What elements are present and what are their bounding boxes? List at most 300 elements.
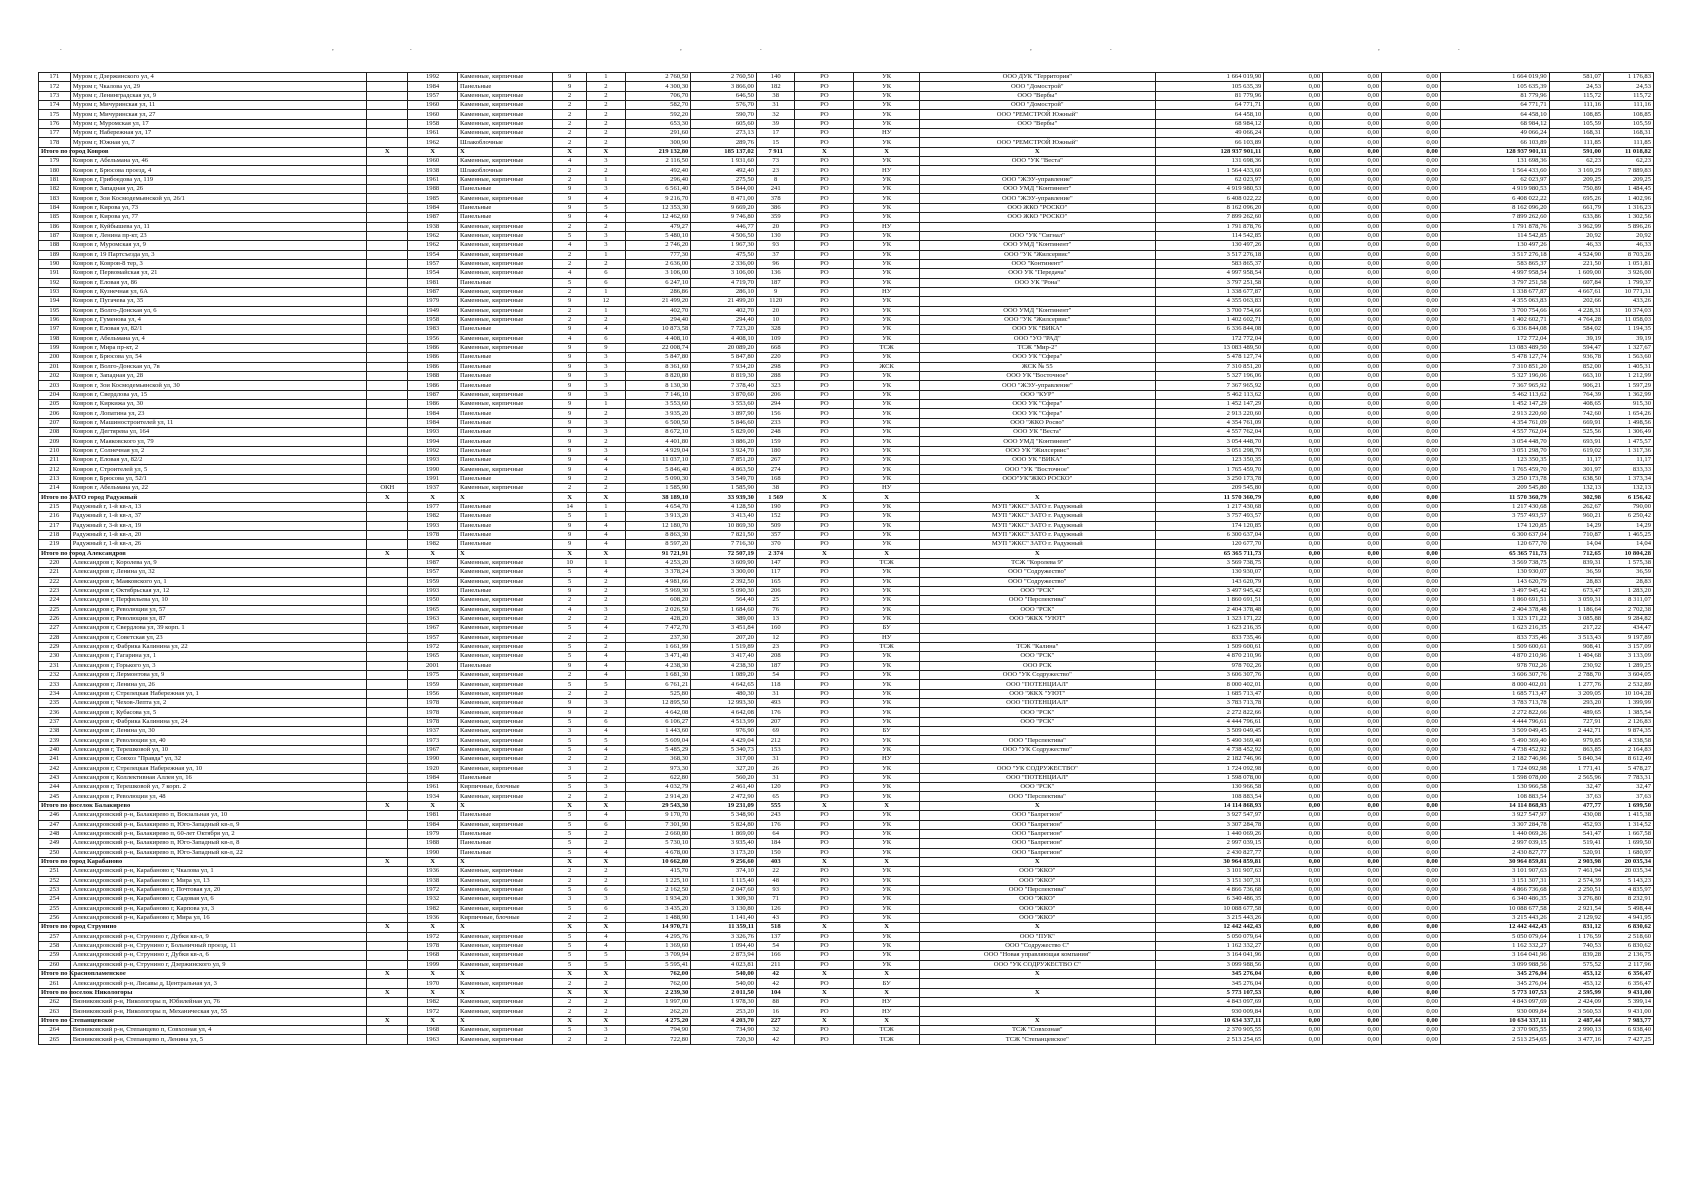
table-cell: 0,00 <box>1264 857 1323 866</box>
table-cell: ООО УК "Сфера" <box>920 400 1156 409</box>
table-cell: 0,00 <box>1323 727 1382 736</box>
table-row <box>39 577 1654 586</box>
table-cell: 2 873,94 <box>691 951 757 960</box>
table-cell: НУ <box>854 998 920 1007</box>
table-cell: 1986 <box>408 353 458 362</box>
table-cell: 0,00 <box>1264 231 1323 240</box>
table-cell: 3 783 713,78 <box>1155 699 1264 708</box>
table-cell: БУ <box>854 727 920 736</box>
table-row <box>39 456 1654 465</box>
table-cell: Радужный г, 1-й кв-л, 13 <box>70 502 367 511</box>
table-cell: Каменные, кирпичные <box>458 680 553 689</box>
table-cell: 1978 <box>408 708 458 717</box>
table-cell: 0,00 <box>1382 624 1441 633</box>
table-cell: 0,00 <box>1382 614 1441 623</box>
table-cell: 245 <box>39 792 71 801</box>
table-cell: 9 256,60 <box>691 857 757 866</box>
table-cell: РО <box>795 708 854 717</box>
table-cell <box>367 745 408 754</box>
table-cell: 0,00 <box>1323 867 1382 876</box>
table-cell: 345 276,04 <box>1440 979 1549 988</box>
table-cell: 2 <box>553 1007 587 1016</box>
table-cell: Каменные, кирпичные <box>458 568 553 577</box>
table-cell: 4 <box>587 213 626 222</box>
table-cell: 1 661,99 <box>625 642 691 651</box>
table-cell: 1 509 600,61 <box>1440 642 1549 651</box>
table-cell: 2 336,00 <box>691 259 757 268</box>
table-cell: 31 <box>756 101 795 110</box>
table-cell: 9 746,80 <box>691 213 757 222</box>
table-cell: ООО "ЖКО Росво" <box>920 418 1156 427</box>
table-cell: X <box>553 1016 587 1025</box>
table-cell: 1 194,35 <box>1604 325 1654 334</box>
table-cell: 7 723,20 <box>691 325 757 334</box>
table-cell: 852,00 <box>1549 362 1603 371</box>
table-cell: 6 356,47 <box>1604 979 1654 988</box>
table-cell: РО <box>795 1035 854 1044</box>
table-cell: РО <box>795 269 854 278</box>
table-cell: 0,00 <box>1382 904 1441 913</box>
table-cell: 262,67 <box>1549 502 1603 511</box>
table-cell: 0,00 <box>1323 801 1382 810</box>
table-cell: 9 <box>553 203 587 212</box>
table-cell: 2 760,50 <box>691 73 757 82</box>
table-cell: 233 <box>39 680 71 689</box>
table-cell: 10 662,80 <box>625 857 691 866</box>
table-cell: Панельные <box>458 474 553 483</box>
table-cell: 415,70 <box>625 867 691 876</box>
table-cell: 5 <box>553 624 587 633</box>
table-cell: 0,00 <box>1264 437 1323 446</box>
table-cell: 9 <box>756 287 795 296</box>
table-cell: 0,00 <box>1264 1026 1323 1035</box>
table-cell: 0,00 <box>1323 633 1382 642</box>
table-cell: 194 <box>39 297 71 306</box>
table-cell: 1960 <box>408 157 458 166</box>
table-cell: 9 <box>553 437 587 446</box>
table-cell: X <box>854 1016 920 1025</box>
subtotal-row <box>39 923 1654 932</box>
table-cell: 0,00 <box>1323 549 1382 558</box>
table-cell: 0,00 <box>1323 717 1382 726</box>
table-cell: ООО "УК "Веста" <box>920 157 1156 166</box>
table-cell: 740,53 <box>1549 941 1603 950</box>
table-cell: 575,52 <box>1549 960 1603 969</box>
table-cell: 0,00 <box>1382 231 1441 240</box>
table-cell: 750,89 <box>1549 185 1603 194</box>
table-cell: 2 <box>553 867 587 876</box>
table-cell: 2 <box>587 474 626 483</box>
table-cell: 3 497 945,42 <box>1440 586 1549 595</box>
table-cell: Панельные <box>458 353 553 362</box>
table-cell: 183 <box>39 194 71 203</box>
table-cell: X <box>795 988 854 997</box>
table-cell: 1 283,20 <box>1604 586 1654 595</box>
table-cell: ТСЖ "Степанцевское" <box>920 1035 1156 1044</box>
table-cell: 3 513,43 <box>1549 633 1603 642</box>
table-cell: 252 <box>39 876 71 885</box>
table-cell: 132,13 <box>1549 484 1603 493</box>
table-cell: 3 <box>587 428 626 437</box>
table-cell: 1938 <box>408 166 458 175</box>
table-cell: 9 <box>553 400 587 409</box>
table-cell: 0,00 <box>1323 792 1382 801</box>
table-cell: 17 <box>756 129 795 138</box>
table-cell: 4 354 761,09 <box>1440 418 1549 427</box>
table-cell: 26 <box>756 764 795 773</box>
table-cell: НУ <box>854 287 920 296</box>
table-cell: 0,00 <box>1382 446 1441 455</box>
table-cell: 370 <box>756 540 795 549</box>
table-cell: Александровский р-н, Карабаново г, Садовая ул, 6 <box>70 895 367 904</box>
table-cell: 3 059,31 <box>1549 596 1603 605</box>
table-cell <box>367 540 408 549</box>
table-cell: УК <box>854 372 920 381</box>
table-cell <box>367 278 408 287</box>
table-cell: 179 <box>39 157 71 166</box>
table-cell: РО <box>795 287 854 296</box>
table-cell: 5 <box>553 736 587 745</box>
table-cell: Каменные, кирпичные <box>458 708 553 717</box>
table-cell: 720,30 <box>691 1035 757 1044</box>
scan-mark: , <box>332 44 334 52</box>
table-cell: 0,00 <box>1382 390 1441 399</box>
table-cell: 1 327,67 <box>1604 343 1654 352</box>
table-cell: Каменные, кирпичные <box>458 699 553 708</box>
table-cell: УК <box>854 502 920 511</box>
table-cell: 906,21 <box>1549 381 1603 390</box>
table-cell: Александровский р-н, Балакирево п, Юго-Западный кв-л, 8 <box>70 839 367 848</box>
table-cell: 4 642,08 <box>691 708 757 717</box>
table-cell: 3 700 754,66 <box>1155 306 1264 315</box>
table-cell <box>367 456 408 465</box>
table-cell: 0,00 <box>1323 297 1382 306</box>
table-cell: РО <box>795 194 854 203</box>
table-cell: Ковров г, Еловая ул, 82/2 <box>70 456 367 465</box>
table-cell: 251 <box>39 867 71 876</box>
table-cell: 3 870,60 <box>691 390 757 399</box>
table-cell <box>367 138 408 147</box>
table-cell <box>920 297 1156 306</box>
table-cell: 0,00 <box>1382 101 1441 110</box>
table-cell: 3 935,40 <box>691 839 757 848</box>
table-cell: 3 413,40 <box>691 512 757 521</box>
table-cell: Панельные <box>458 428 553 437</box>
table-cell: 6 340 486,35 <box>1440 895 1549 904</box>
table-cell: УК <box>854 848 920 857</box>
table-cell: МУП "ЖКС" ЗАТО г. Радужный <box>920 540 1156 549</box>
table-cell: 1 765 459,70 <box>1155 465 1264 474</box>
table-cell: 4 997 958,54 <box>1155 269 1264 278</box>
table-row <box>39 334 1654 343</box>
table-cell: 4 032,79 <box>625 783 691 792</box>
table-cell: БУ <box>854 624 920 633</box>
subtotal-row <box>39 801 1654 810</box>
table-cell: РО <box>795 315 854 324</box>
table-cell: 2 <box>587 792 626 801</box>
table-cell: 105,59 <box>1549 119 1603 128</box>
table-cell: Панельные <box>458 848 553 857</box>
table-cell: 1 791 878,76 <box>1155 222 1264 231</box>
table-cell: ООО УК "Рона" <box>920 278 1156 287</box>
table-cell: 0,00 <box>1264 876 1323 885</box>
table-cell: 1973 <box>408 736 458 745</box>
table-cell: 1 484,45 <box>1604 185 1654 194</box>
table-cell: X <box>854 801 920 810</box>
table-cell: 0,00 <box>1264 661 1323 670</box>
table-cell: 1 765 459,70 <box>1440 465 1549 474</box>
table-cell: 199 <box>39 343 71 352</box>
table-cell: 1993 <box>408 456 458 465</box>
table-cell: 540,00 <box>691 970 757 979</box>
table-cell: 3 151 307,31 <box>1155 876 1264 885</box>
table-cell: 0,00 <box>1382 129 1441 138</box>
table-cell: 727,91 <box>1549 717 1603 726</box>
table-cell: 9 <box>553 521 587 530</box>
table-cell: 1 115,40 <box>691 876 757 885</box>
table-cell: 38 <box>756 484 795 493</box>
table-cell: 3 <box>587 446 626 455</box>
table-cell: 10 088 677,58 <box>1440 904 1549 913</box>
table-cell: 65 365 711,73 <box>1155 549 1264 558</box>
table-cell: 6 <box>587 717 626 726</box>
table-cell: 7 899 262,60 <box>1155 213 1264 222</box>
table-cell: 540,00 <box>691 979 757 988</box>
table-cell: Каменные, кирпичные <box>458 941 553 950</box>
table-cell: 0,00 <box>1382 568 1441 577</box>
table-cell <box>367 998 408 1007</box>
table-cell: РО <box>795 745 854 754</box>
table-row <box>39 250 1654 259</box>
table-cell: Александров г, Фабрика Калинина ул, 22 <box>70 642 367 651</box>
table-cell: 0,00 <box>1264 474 1323 483</box>
table-cell: 0,00 <box>1323 764 1382 773</box>
table-cell <box>367 876 408 885</box>
table-cell: 3 300,00 <box>691 568 757 577</box>
table-cell: 12 895,50 <box>625 699 691 708</box>
table-row <box>39 586 1654 595</box>
table-cell: 0,00 <box>1382 913 1441 922</box>
table-cell: 0,00 <box>1264 512 1323 521</box>
table-cell <box>367 166 408 175</box>
table-cell <box>367 372 408 381</box>
table-row <box>39 343 1654 352</box>
table-cell: 5 <box>553 885 587 894</box>
table-cell: 0,00 <box>1382 372 1441 381</box>
table-cell: 5 846,60 <box>691 418 757 427</box>
table-row <box>39 932 1654 941</box>
table-cell: 2 990,13 <box>1549 1026 1603 1035</box>
table-cell: 3 <box>553 895 587 904</box>
table-cell: 224 <box>39 596 71 605</box>
table-cell: 3 569 738,75 <box>1155 558 1264 567</box>
table-cell: 3 <box>553 727 587 736</box>
table-cell: УК <box>854 941 920 950</box>
table-cell: 4 <box>587 521 626 530</box>
table-cell: 0,00 <box>1323 773 1382 782</box>
table-cell: Кирпичные, блочные <box>458 783 553 792</box>
table-cell: 0,00 <box>1382 278 1441 287</box>
table-cell: 1950 <box>408 596 458 605</box>
table-cell: 120 677,70 <box>1440 540 1549 549</box>
table-cell: 33 939,30 <box>691 493 757 502</box>
table-cell: 206 <box>756 390 795 399</box>
table-cell: ООО "ПОТЕНЦИАЛ" <box>920 680 1156 689</box>
table-cell: РО <box>795 166 854 175</box>
table-cell: 12 462,60 <box>625 213 691 222</box>
table-cell: 9 <box>553 530 587 539</box>
table-cell: 582,70 <box>625 101 691 110</box>
table-cell: 11 018,82 <box>1604 147 1654 156</box>
table-row <box>39 213 1654 222</box>
table-cell: 1 564 433,60 <box>1155 166 1264 175</box>
table-cell: 2 239,30 <box>625 988 691 997</box>
table-cell: 300,90 <box>625 138 691 147</box>
scan-mark: . <box>410 44 412 52</box>
table-cell: 0,00 <box>1323 605 1382 614</box>
table-cell: 0,00 <box>1264 540 1323 549</box>
table-cell: 1982 <box>408 998 458 1007</box>
table-cell: 8 819,30 <box>691 372 757 381</box>
table-cell: 2 <box>587 1007 626 1016</box>
table-cell: 0,00 <box>1323 876 1382 885</box>
table-cell: 4 506,50 <box>691 231 757 240</box>
table-cell: 357 <box>756 530 795 539</box>
table-cell: 5 348,90 <box>691 811 757 820</box>
table-cell: УК <box>854 325 920 334</box>
table-cell: УК <box>854 446 920 455</box>
table-cell: 509 <box>756 521 795 530</box>
table-cell: 6 250,42 <box>1604 512 1654 521</box>
subtotal-row <box>39 970 1654 979</box>
table-cell: 4 524,90 <box>1549 250 1603 259</box>
table-cell: 1988 <box>408 839 458 848</box>
table-cell: 186 <box>39 222 71 231</box>
table-cell: 0,00 <box>1264 91 1323 100</box>
table-cell: РО <box>795 642 854 651</box>
table-cell: 195 <box>39 306 71 315</box>
table-cell: 4 843 097,69 <box>1440 998 1549 1007</box>
table-cell: ООО "ЖКХ "УЮТ" <box>920 689 1156 698</box>
table-cell: УК <box>854 586 920 595</box>
table-cell: 260 <box>39 960 71 969</box>
table-cell: 0,00 <box>1382 839 1441 848</box>
table-cell: 200 <box>39 353 71 362</box>
table-cell: 2 997 039,15 <box>1440 839 1549 848</box>
table-cell: X <box>854 988 920 997</box>
table-cell: УК <box>854 250 920 259</box>
table-cell: 298 <box>756 362 795 371</box>
table-cell: 65 365 711,73 <box>1440 549 1549 558</box>
table-cell: Каменные, кирпичные <box>458 110 553 119</box>
table-cell: 978 702,26 <box>1155 661 1264 670</box>
table-cell: Александров г, Коллективная Аллея ул, 16 <box>70 773 367 782</box>
table-cell: 130 930,07 <box>1155 568 1264 577</box>
table-row <box>39 633 1654 642</box>
table-cell <box>367 605 408 614</box>
table-cell <box>367 699 408 708</box>
table-row <box>39 110 1654 119</box>
table-cell: 1 323 171,22 <box>1155 614 1264 623</box>
table-cell: 227 <box>39 624 71 633</box>
table-cell: 202,66 <box>1549 297 1603 306</box>
table-cell: 187 <box>756 661 795 670</box>
table-cell: 3 569 738,75 <box>1440 558 1549 567</box>
table-row <box>39 362 1654 371</box>
table-cell: 0,00 <box>1382 325 1441 334</box>
table-cell: 1993 <box>408 586 458 595</box>
table-cell: 31 <box>756 773 795 782</box>
table-cell: 3 378,24 <box>625 568 691 577</box>
table-cell: Каменные, кирпичные <box>458 671 553 680</box>
table-cell: УК <box>854 400 920 409</box>
table-cell: 1999 <box>408 960 458 969</box>
table-cell: Ковров г, Западная ул, 26 <box>70 185 367 194</box>
scan-mark: . <box>760 44 762 52</box>
table-cell: 915,30 <box>1604 400 1654 409</box>
table-cell: 4 <box>587 456 626 465</box>
table-cell: 3 250 173,78 <box>1440 474 1549 483</box>
table-cell: ТСЖ <box>854 1026 920 1035</box>
table-cell: 3 897,90 <box>691 409 757 418</box>
table-cell: 4 338,58 <box>1604 736 1654 745</box>
table-cell: 1937 <box>408 727 458 736</box>
table-cell: УК <box>854 829 920 838</box>
table-cell: 32,47 <box>1549 783 1603 792</box>
table-cell: 21 499,20 <box>625 297 691 306</box>
table-cell: 23 <box>756 166 795 175</box>
table-cell: 1993 <box>408 521 458 530</box>
table-cell: 0,00 <box>1382 418 1441 427</box>
table-cell: 111,85 <box>1604 138 1654 147</box>
table-cell: 5 478 127,74 <box>1155 353 1264 362</box>
table-cell: 2 <box>553 998 587 1007</box>
table-cell: 4 <box>587 465 626 474</box>
table-cell: 555 <box>756 801 795 810</box>
table-cell: Каменные, кирпичные <box>458 241 553 250</box>
table-cell: 1 225,10 <box>625 876 691 885</box>
table-cell: 2 532,89 <box>1604 680 1654 689</box>
table-cell: 1 931,60 <box>691 157 757 166</box>
table-cell: 0,00 <box>1264 792 1323 801</box>
table-cell: 4 444 796,61 <box>1440 717 1549 726</box>
table-cell: 1979 <box>408 829 458 838</box>
table-cell: 1978 <box>408 941 458 950</box>
table-cell: 4 678,00 <box>625 848 691 857</box>
table-cell: 9 <box>553 465 587 474</box>
table-cell: Александров г, Лермонтова ул, 9 <box>70 671 367 680</box>
table-cell: 0,00 <box>1323 979 1382 988</box>
table-cell: 0,00 <box>1264 334 1323 343</box>
table-cell: УК <box>854 614 920 623</box>
table-cell: РО <box>795 811 854 820</box>
table-cell: 211 <box>39 456 71 465</box>
table-cell: 4 <box>587 325 626 334</box>
table-cell: X <box>587 988 626 997</box>
table-cell: Александровский р-н, Карабаново г, Мира ул, 13 <box>70 876 367 885</box>
table-row <box>39 390 1654 399</box>
table-cell: 3 250 173,78 <box>1155 474 1264 483</box>
table-cell: 0,00 <box>1323 157 1382 166</box>
table-cell: 235 <box>39 699 71 708</box>
table-cell: 2 <box>587 829 626 838</box>
table-cell: 1 967,30 <box>691 241 757 250</box>
table-body <box>39 73 1654 1045</box>
table-cell: 479,27 <box>625 222 691 231</box>
table-cell: 184 <box>39 203 71 212</box>
table-cell <box>367 465 408 474</box>
table-cell: 1 680,97 <box>1604 848 1654 857</box>
